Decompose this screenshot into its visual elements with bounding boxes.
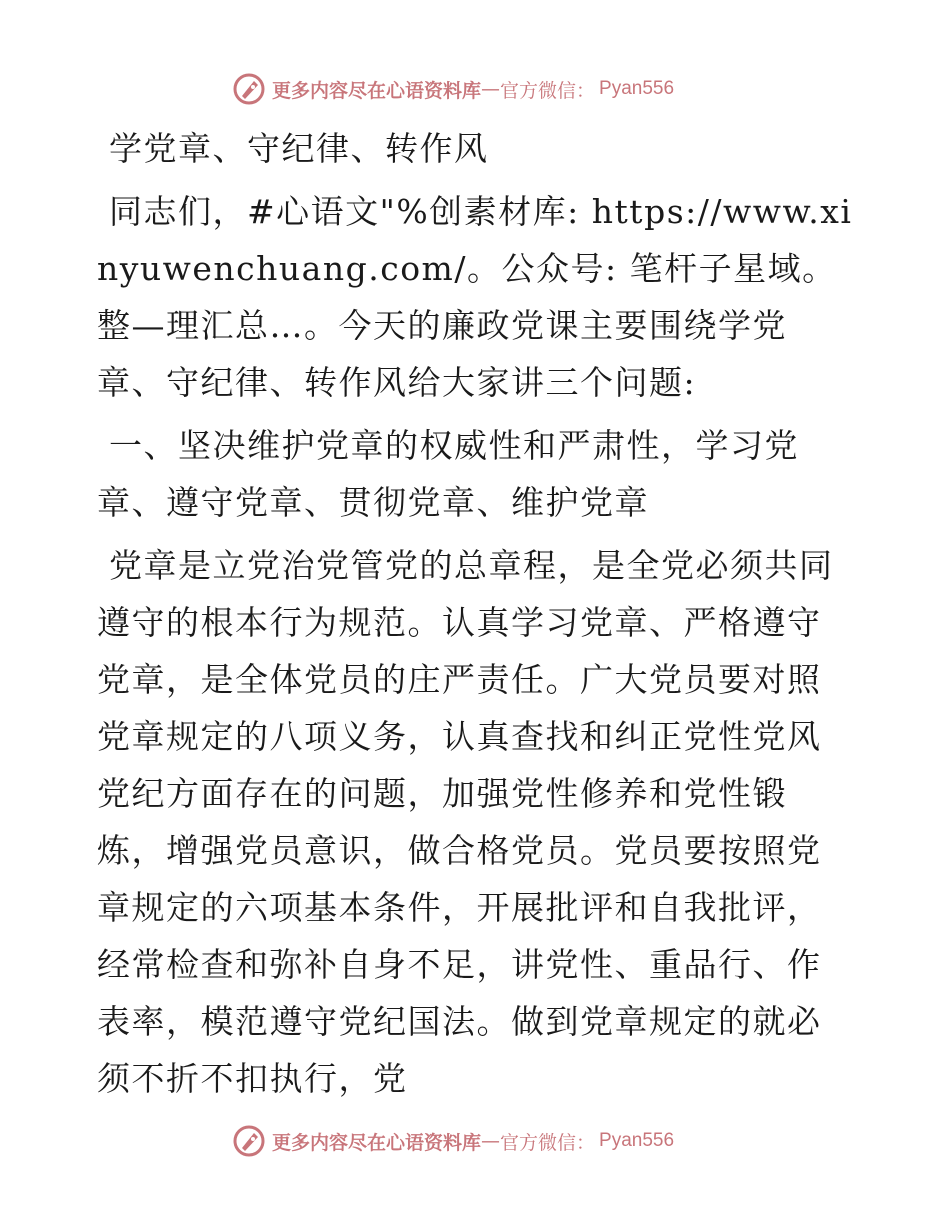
watermark-site-name: 更多内容尽在心语资料库: [272, 79, 482, 102]
section-1-body: 党章是立党治党管党的总章程，是全党必须共同遵守的根本行为规范。认真学习党章、严格遵守党章，是全体党员的庄严责任。广大党员要对照党章规定的八项义务，认真查找和纠正党性党风党纪方面存在的问题，加强党性修养和党性锻炼，增强党员意识，做合格党员。党员要按照党章规定的六项基本条件，开展批评和自我批评，经常检查和弥补自身不足，讲党性、重品行、作表率，模范遵守党纪国法。做到党章规定的就必须不折不扣执行，党: [97, 546, 834, 1098]
watermark-wechat-label: 官方微信：: [500, 1131, 596, 1154]
document-body: [97, 120, 853, 1107]
watermark-wechat-id: Pyan556: [599, 1130, 675, 1151]
section-1-heading: 一、坚决维护党章的权威性和严肃性，学习党章、遵守党章、贯彻党章、维护党章: [97, 426, 799, 522]
watermark-site-name: 更多内容尽在心语资料库: [272, 1131, 482, 1154]
pen-nib-logo-icon: [232, 72, 266, 106]
intro-paragraph: 同志们，#心语文"%创素材库: https://www.xinyuwenchuang.com/。公众号: 笔杆子星域。整—理汇总…。今天的廉政党课主要围绕学党章、守纪律、转作风给大家讲三个问题:: [97, 192, 853, 402]
watermark-header: [232, 72, 674, 106]
document-title: 学党章、守纪律、转作风: [109, 129, 489, 168]
watermark-wechat-id: Pyan556: [599, 78, 675, 99]
watermark-wechat-label: 官方微信：: [500, 79, 596, 102]
pen-nib-logo-icon: [232, 1124, 266, 1158]
watermark-footer: [232, 1124, 674, 1158]
watermark-separator: —: [481, 78, 501, 100]
watermark-separator: —: [481, 1130, 501, 1152]
